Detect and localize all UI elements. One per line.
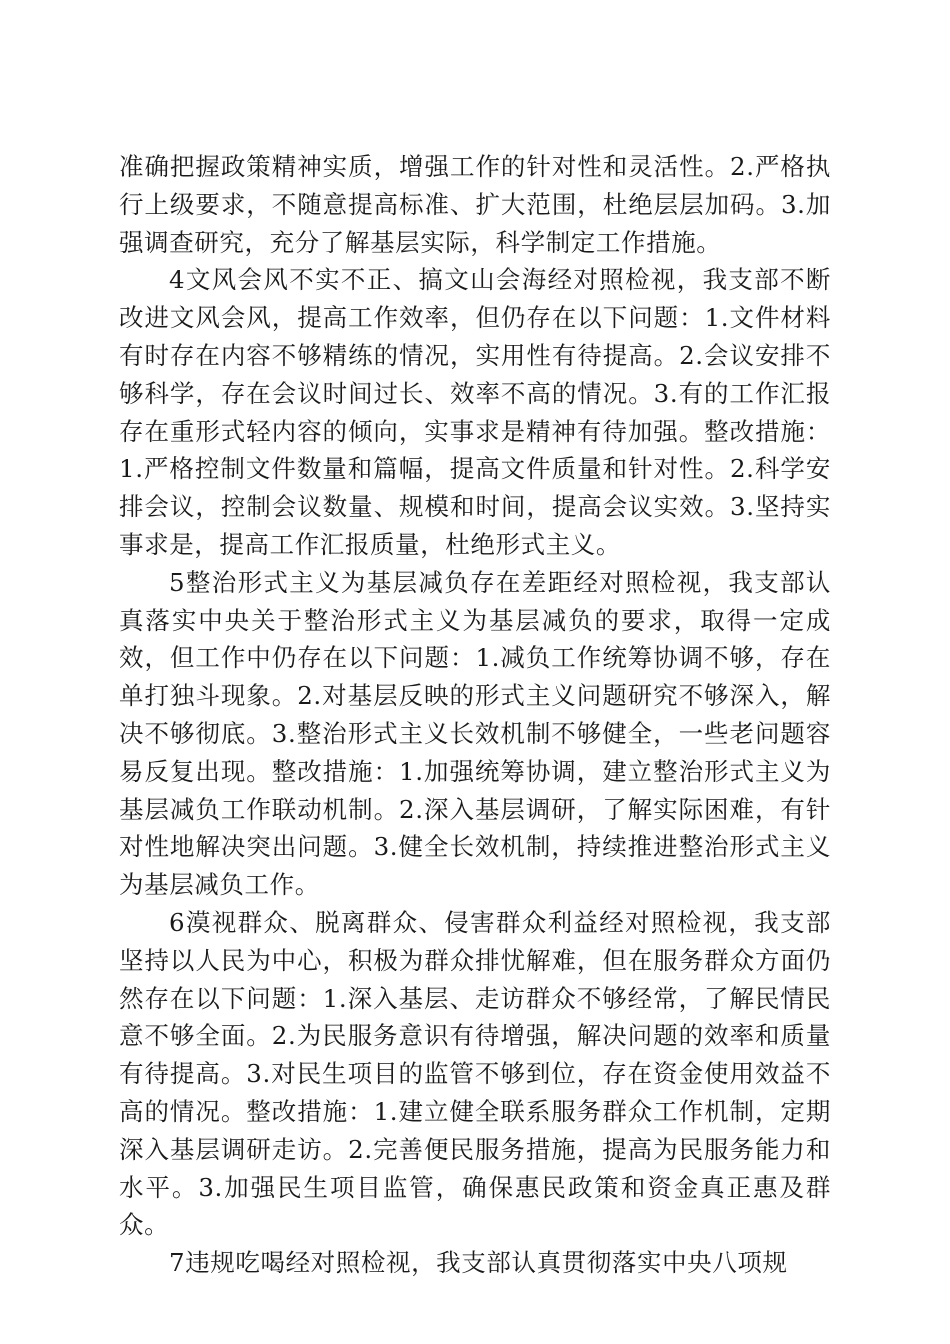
paragraph-item-6: 6漠视群众、脱离群众、侵害群众利益经对照检视，我支部坚持以人民为中心，积极为群众排忧解难，但在服务群众方面仍然存在以下问题：1.深入基层、走访群众不够经常，了解民情民意不够全面。2.为民服务意识有待增强，解决问题的效率和质量有待提高。3.对民生项目的监管不够到位，存在资金使用效益不高的情况。整改措施：1.建立健全联系服务群众工作机制，定期深入基层调研走访。2.完善便民服务措施，提高为民服务能力和水平。3.加强民生项目监管，确保惠民政策和资金真正惠及群众。 bbox=[119, 907, 831, 1240]
paragraph-item-5: 5整治形式主义为基层减负存在差距经对照检视，我支部认真落实中央关于整治形式主义为基层减负的要求，取得一定成效，但工作中仍存在以下问题：1.减负工作统筹协调不够，存在单打独斗现象。2.对基层反映的形式主义问题研究不够深入，解决不够彻底。3.整治形式主义长效机制不够健全，一些老问题容易反复出现。整改措施：1.加强统筹协调，建立整治形式主义为基层减负工作联动机制。2.深入基层调研，了解实际困难，有针对性地解决突出问题。3.健全长效机制，持续推进整治形式主义为基层减负工作。 bbox=[119, 567, 831, 900]
document-body bbox=[119, 148, 831, 1282]
paragraph-item-4: 4文风会风不实不正、搞文山会海经对照检视，我支部不断改进文风会风，提高工作效率，但仍存在以下问题：1.文件材料有时存在内容不够精练的情况，实用性有待提高。2.会议安排不够科学，存在会议时间过长、效率不高的情况。3.有的工作汇报存在重形式轻内容的倾向，实事求是精神有待加强。整改措施：1.严格控制文件数量和篇幅，提高文件质量和针对性。2.科学安排会议，控制会议数量、规模和时间，提高会议实效。3.坚持实事求是，提高工作汇报质量，杜绝形式主义。 bbox=[119, 265, 831, 559]
paragraph-item-7: 7违规吃喝经对照检视，我支部认真贯彻落实中央八项规 bbox=[169, 1248, 788, 1278]
paragraph-continuation: 准确把握政策精神实质，增强工作的针对性和灵活性。2.严格执行上级要求，不随意提高标准、扩大范围，杜绝层层加码。3.加强调查研究，充分了解基层实际，科学制定工作措施。 bbox=[119, 152, 831, 257]
